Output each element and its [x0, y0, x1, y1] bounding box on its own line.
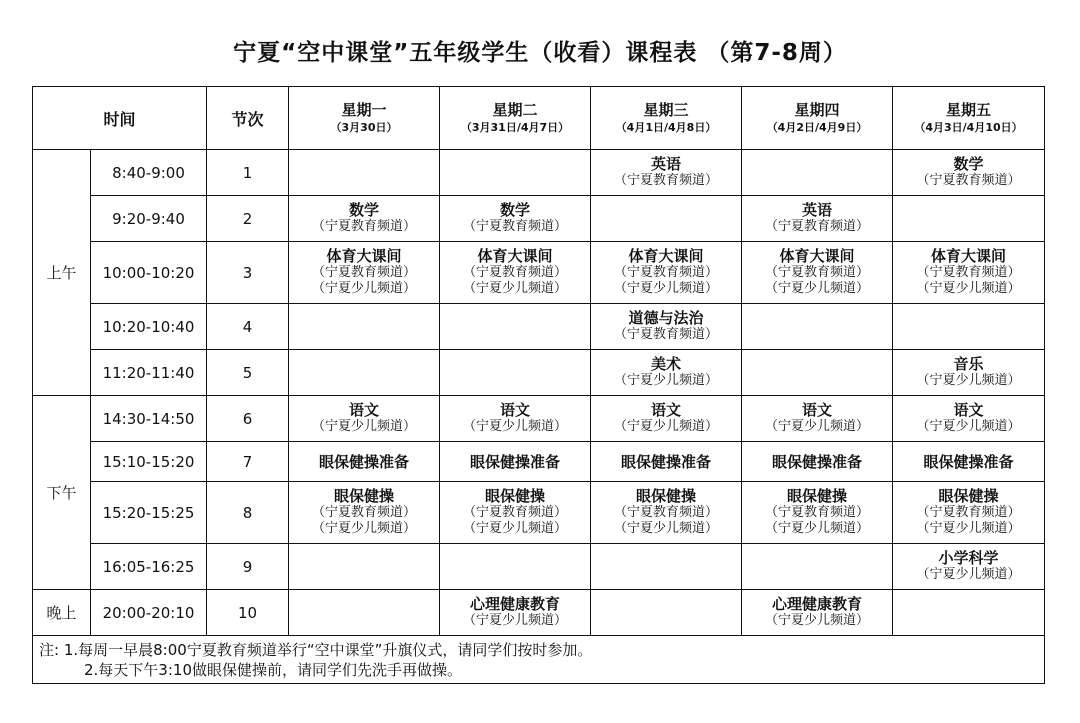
- course-cell: [289, 590, 440, 636]
- course-cell: [440, 242, 591, 304]
- course-cell: [893, 442, 1045, 482]
- period-morning: 上午: [33, 150, 91, 396]
- subject-name: 眼保健操准备: [923, 453, 1014, 471]
- table-row: [33, 304, 1045, 350]
- channel-label: （宁夏少儿频道）: [463, 613, 568, 628]
- course-cell: [742, 544, 893, 590]
- subject-name: 心理健康教育: [470, 595, 561, 613]
- schedule-table: [32, 86, 1045, 684]
- table-row: [33, 196, 1045, 242]
- course-cell: [440, 350, 591, 396]
- channel-label: （宁夏教育频道）: [463, 265, 568, 280]
- channel-label: （宁夏少儿频道）: [463, 281, 568, 296]
- subject-name: 心理健康教育: [772, 595, 863, 613]
- time-cell: 10:20-10:40: [91, 304, 207, 350]
- time-cell: 10:00-10:20: [91, 242, 207, 304]
- course-cell: [289, 150, 440, 196]
- day-header-mon: [289, 87, 440, 150]
- subject-name: 语文: [500, 401, 531, 419]
- course-cell: [742, 442, 893, 482]
- channel-label: （宁夏教育频道）: [765, 265, 870, 280]
- course-cell: [591, 196, 742, 242]
- course-cell: [289, 544, 440, 590]
- course-cell: [893, 590, 1045, 636]
- subject-name: 音乐: [953, 355, 984, 373]
- channel-label: （宁夏少儿频道）: [916, 281, 1021, 296]
- channel-label: （宁夏教育频道）: [312, 219, 417, 234]
- channel-label: （宁夏少儿频道）: [916, 567, 1021, 582]
- time-cell: 15:20-15:25: [91, 482, 207, 544]
- channel-label: （宁夏教育频道）: [614, 265, 719, 280]
- course-cell: [440, 304, 591, 350]
- subject-name: 眼保健操: [636, 487, 697, 505]
- channel-label: （宁夏少儿频道）: [765, 613, 870, 628]
- day-name: 星期一: [341, 101, 387, 119]
- course-cell: [440, 442, 591, 482]
- course-cell: [440, 396, 591, 442]
- day-date: （4月1日/4月8日）: [615, 121, 717, 134]
- time-cell: 9:20-9:40: [91, 196, 207, 242]
- channel-label: （宁夏教育频道）: [463, 219, 568, 234]
- subject-name: 眼保健操: [787, 487, 848, 505]
- subject-name: 眼保健操准备: [772, 453, 863, 471]
- period-number-cell: 8: [207, 482, 289, 544]
- course-cell: [893, 196, 1045, 242]
- course-cell: [289, 242, 440, 304]
- period-evening: 晚上: [33, 590, 91, 636]
- channel-label: （宁夏教育频道）: [765, 505, 870, 520]
- channel-label: （宁夏教育频道）: [463, 505, 568, 520]
- day-date: （3月31日/4月7日）: [460, 121, 570, 134]
- subject-name: 眼保健操准备: [470, 453, 561, 471]
- course-cell: [893, 150, 1045, 196]
- period-number-cell: 10: [207, 590, 289, 636]
- header-row: [33, 87, 1045, 150]
- time-cell: 14:30-14:50: [91, 396, 207, 442]
- channel-label: （宁夏少儿频道）: [614, 521, 719, 536]
- course-cell: [591, 396, 742, 442]
- course-cell: [440, 590, 591, 636]
- period-number-cell: 9: [207, 544, 289, 590]
- day-header-fri: [893, 87, 1045, 150]
- day-date: （4月3日/4月10日）: [914, 121, 1023, 134]
- day-name: 星期五: [946, 101, 992, 119]
- subject-name: 小学科学: [938, 549, 999, 567]
- course-cell: [289, 396, 440, 442]
- table-row: [33, 350, 1045, 396]
- subject-name: 语文: [953, 401, 984, 419]
- subject-name: 数学: [500, 201, 531, 219]
- subject-name: 体育大课间: [477, 247, 553, 265]
- time-header: 时间: [33, 87, 207, 150]
- subject-name: 英语: [651, 155, 682, 173]
- page-title: 宁夏“空中课堂”五年级学生（收看）课程表 （第7-8周）: [233, 40, 847, 66]
- table-row: [33, 544, 1045, 590]
- channel-label: （宁夏少儿频道）: [916, 373, 1021, 388]
- period-number-cell: 2: [207, 196, 289, 242]
- course-cell: [591, 304, 742, 350]
- course-cell: [742, 396, 893, 442]
- subject-name: 数学: [953, 155, 984, 173]
- course-cell: [742, 196, 893, 242]
- subject-name: 语文: [802, 401, 833, 419]
- channel-label: （宁夏教育频道）: [614, 327, 719, 342]
- table-row: [33, 442, 1045, 482]
- course-cell: [591, 242, 742, 304]
- notes-cell: [33, 636, 1045, 684]
- course-cell: [591, 544, 742, 590]
- subject-name: 眼保健操: [485, 487, 546, 505]
- subject-name: 道德与法治: [628, 309, 704, 327]
- subject-name: 眼保健操: [334, 487, 395, 505]
- table-row: [33, 482, 1045, 544]
- course-cell: [440, 196, 591, 242]
- course-cell: [742, 482, 893, 544]
- day-name: 星期二: [492, 101, 538, 119]
- course-cell: [742, 590, 893, 636]
- channel-label: （宁夏少儿频道）: [312, 281, 417, 296]
- subject-name: 美术: [651, 355, 682, 373]
- course-cell: [289, 442, 440, 482]
- notes-row: [33, 636, 1045, 684]
- course-cell: [289, 482, 440, 544]
- course-cell: [742, 350, 893, 396]
- course-cell: [289, 304, 440, 350]
- subject-name: 数学: [349, 201, 380, 219]
- channel-label: （宁夏少儿频道）: [463, 521, 568, 536]
- channel-label: （宁夏教育频道）: [312, 265, 417, 280]
- day-name: 星期四: [794, 101, 840, 119]
- day-date: （4月2日/4月9日）: [766, 121, 868, 134]
- subject-name: 体育大课间: [628, 247, 704, 265]
- time-cell: 20:00-20:10: [91, 590, 207, 636]
- course-cell: [742, 304, 893, 350]
- channel-label: （宁夏教育频道）: [916, 173, 1021, 188]
- day-header-tue: [440, 87, 591, 150]
- course-cell: [591, 350, 742, 396]
- subject-name: 语文: [651, 401, 682, 419]
- course-cell: [591, 442, 742, 482]
- course-cell: [591, 482, 742, 544]
- period-number-header: 节次: [207, 87, 289, 150]
- time-cell: 16:05-16:25: [91, 544, 207, 590]
- period-number-cell: 5: [207, 350, 289, 396]
- course-cell: [893, 396, 1045, 442]
- period-number-cell: 4: [207, 304, 289, 350]
- period-number-cell: 3: [207, 242, 289, 304]
- channel-label: （宁夏教育频道）: [916, 265, 1021, 280]
- channel-label: （宁夏少儿频道）: [765, 419, 870, 434]
- time-cell: 8:40-9:00: [91, 150, 207, 196]
- channel-label: （宁夏少儿频道）: [312, 419, 417, 434]
- channel-label: （宁夏教育频道）: [916, 505, 1021, 520]
- subject-name: 体育大课间: [779, 247, 855, 265]
- table-row: [33, 150, 1045, 196]
- course-cell: [893, 242, 1045, 304]
- period-number-cell: 6: [207, 396, 289, 442]
- channel-label: （宁夏少儿频道）: [463, 419, 568, 434]
- channel-label: （宁夏少儿频道）: [614, 281, 719, 296]
- period-number-cell: 1: [207, 150, 289, 196]
- subject-name: 语文: [349, 401, 380, 419]
- note-line-2: 2.每天下午3:10做眼保健操前，请同学们先洗手再做操。: [84, 661, 462, 679]
- channel-label: （宁夏少儿频道）: [312, 521, 417, 536]
- period-afternoon: 下午: [33, 396, 91, 590]
- course-cell: [289, 196, 440, 242]
- channel-label: （宁夏教育频道）: [614, 173, 719, 188]
- time-cell: 11:20-11:40: [91, 350, 207, 396]
- subject-name: 英语: [802, 201, 833, 219]
- channel-label: （宁夏少儿频道）: [916, 419, 1021, 434]
- course-cell: [893, 350, 1045, 396]
- course-cell: [893, 544, 1045, 590]
- course-cell: [440, 150, 591, 196]
- channel-label: （宁夏教育频道）: [312, 505, 417, 520]
- subject-name: 眼保健操: [938, 487, 999, 505]
- course-cell: [289, 350, 440, 396]
- day-header-wed: [591, 87, 742, 150]
- channel-label: （宁夏少儿频道）: [614, 419, 719, 434]
- note-line-1: 注: 1.每周一早晨8:00宁夏教育频道举行“空中课堂”升旗仪式，请同学们按时参加。: [39, 641, 593, 659]
- channel-label: （宁夏少儿频道）: [765, 521, 870, 536]
- channel-label: （宁夏少儿频道）: [916, 521, 1021, 536]
- subject-name: 眼保健操准备: [621, 453, 712, 471]
- course-cell: [591, 590, 742, 636]
- channel-label: （宁夏教育频道）: [765, 219, 870, 234]
- course-cell: [893, 482, 1045, 544]
- day-header-thu: [742, 87, 893, 150]
- course-cell: [893, 304, 1045, 350]
- table-row: [33, 242, 1045, 304]
- course-cell: [591, 150, 742, 196]
- course-cell: [742, 150, 893, 196]
- subject-name: 体育大课间: [931, 247, 1007, 265]
- channel-label: （宁夏教育频道）: [614, 505, 719, 520]
- subject-name: 体育大课间: [326, 247, 402, 265]
- time-cell: 15:10-15:20: [91, 442, 207, 482]
- subject-name: 眼保健操准备: [319, 453, 410, 471]
- channel-label: （宁夏少儿频道）: [614, 373, 719, 388]
- schedule-body: [33, 150, 1045, 684]
- period-number-cell: 7: [207, 442, 289, 482]
- day-date: （3月30日）: [330, 121, 398, 134]
- table-row: [33, 590, 1045, 636]
- course-cell: [440, 544, 591, 590]
- course-cell: [440, 482, 591, 544]
- channel-label: （宁夏少儿频道）: [765, 281, 870, 296]
- course-cell: [742, 242, 893, 304]
- day-name: 星期三: [643, 101, 689, 119]
- table-row: [33, 396, 1045, 442]
